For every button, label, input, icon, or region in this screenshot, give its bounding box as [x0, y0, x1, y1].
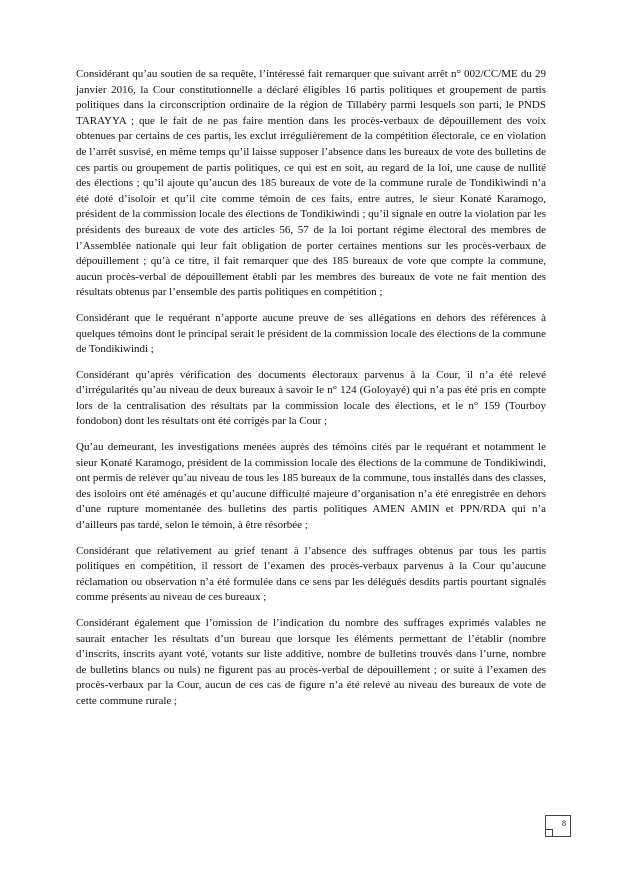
page-number: 8: [562, 819, 566, 828]
paragraph-5: Considérant que relativement au grief tenant à l’absence des suffrages obtenus par tous les partis politiques en compétition, il ressort de l’examen des procès-verbaux parvenus à la Cour qu’aucune réclamation ou observation n’a été formulée dans ce sens par les délégués desdits partis pourtant signalés comme présents au niveau de ces bureaux ;: [76, 544, 546, 604]
paragraph-3: Considérant qu’après vérification des documents électoraux parvenus à la Cour, il n’a été relevé d’irrégularités qu’au niveau de deux bureaux à savoir le n° 124 (Goloyayé) qui n’a pas été pris en compte lors de la centralisation des résultats par la commission locale des élections, et le n° 159 (Tourboy fondobon) dont les résultats ont été corrigés par la Cour ;: [76, 368, 546, 428]
document-body: [76, 67, 546, 720]
paragraph-4: Qu’au demeurant, les investigations menées auprès des témoins cités par le requérant et notamment le sieur Konaté Karamogo, président de la commission locale des élections de la commune de Tondikiwindi, ont permis de relever qu’au niveau de tous les 185 bureaux de la commune, tous installés dans des classes, des isoloirs ont été aménagés et qu’aucune difficulté majeure d’organisation n’a été enregistrée en dehors d’une rupture momentanée des bulletins des partis politiques AMEN AMIN et PPN/RDA qui n’a d’ailleurs pas tardé, selon le témoin, à être résorbée ;: [76, 441, 546, 532]
paragraph-6: Considérant également que l’omission de l’indication du nombre des suffrages exprimés valables ne saurait entacher les résultats d’un bureau que lorsque les éléments permettant de l’établir (nombre d’inscrits, inscrits ayant voté, votants sur liste additive, nombre de bulletins trouvés dans l’urne, nombre de bulletins blancs ou nuls) ne figurent pas au procès-verbal de dépouillement ; or suite à l’examen des procès-verbaux par la Cour, aucun de ces cas de figure n’a été relevé au niveau des bureaux de vote de cette commune rurale ;: [76, 617, 546, 707]
paragraph-1: Considérant qu’au soutien de sa requête, l’intéressé fait remarquer que suivant arrêt n° 002/CC/ME du 29 janvier 2016, la Cour constitutionnelle a déclaré éligibles 16 partis politiques et groupement de partis politiques dans la circonscription ordinaire de la région de Tillabéry parmi lesquels son parti, le PNDS TARAYYA ; que le fait de ne pas faire mention dans les procès-verbaux de dépouillement des voix obtenues par certains de ces partis, les exclut irrégulièrement de la compétition électorale, ce en violation de l’arrêt susvisé, en même temps qu’il laisse supposer l’absence dans les bureaux de vote des bulletins de ces partis ou groupement de partis politiques, ce qui est en soit, au regard de la loi, une cause de nullité des élections ; qu’il ajoute qu’aucun des 185 bureaux de vote de la commune rurale de Tondikiwindi n’a été doté d’isoloir et qu’il cite comme témoin de ces faits, entre autres, le sieur Konaté Karamogo, président de la commission locale des élections de Tondikiwindi ; qu’il signale en outre la violation par les présidents des bureaux de vote des articles 56, 57 de la loi portant régime électoral des membres de l’Assemblée nationale qui leur fait obligation de porter certaines mentions sur les procès-verbaux de dépouillement ; qu’à ce titre, il fait remarquer que des 185 bureaux de vote que compte la commune, aucun procès-verbal de dépouillement établi par les membres des bureaux de vote ne fait mention des résultats obtenus par l’ensemble des partis politiques en compétition ;: [76, 68, 546, 299]
page-number-badge: [545, 815, 571, 837]
folded-corner-icon: [546, 829, 553, 836]
paragraph-2: Considérant que le requérant n’apporte aucune preuve de ses allégations en dehors des références à quelques témoins dont le principal serait le président de la commission locale des élections de la commune de Tondikiwindi ;: [76, 311, 546, 356]
